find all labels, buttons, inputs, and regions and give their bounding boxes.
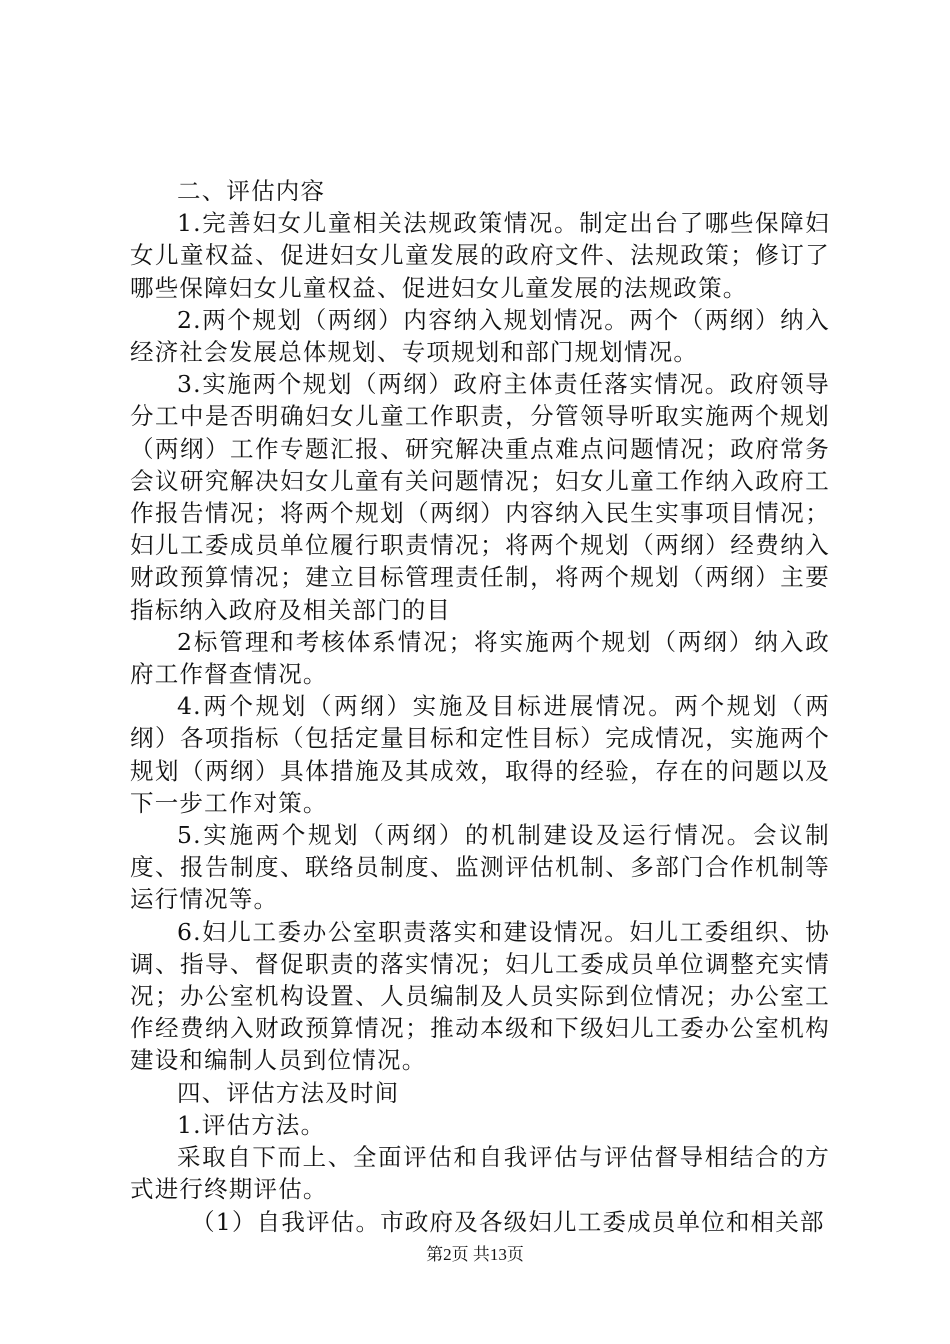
paragraph-item-2: 2.两个规划（两纲）内容纳入规划情况。两个（两纲）纳入经济社会发展总体规划、专项规划和部门规划情况。 bbox=[130, 305, 830, 367]
document-body bbox=[130, 175, 830, 1238]
paragraph-item-4: 4.两个规划（两纲）实施及目标进展情况。两个规划（两纲）各项指标（包括定量目标和定性目标）完成情况，实施两个规划（两纲）具体措施及其成效，取得的经验，存在的问题以及下一步工作对策。 bbox=[130, 692, 830, 817]
paragraph-method-description: 采取自下而上、全面评估和自我评估与评估督导相结合的方式进行终期评估。 bbox=[130, 1143, 830, 1204]
section-heading-evaluation-content: 二、评估内容 bbox=[177, 177, 326, 205]
paragraph-item-1: 1.完善妇女儿童相关法规政策情况。制定出台了哪些保障妇女儿童权益、促进妇女儿童发展的政府文件、法规政策；修订了哪些保障妇女儿童权益、促进妇女儿童发展的法规政策。 bbox=[130, 209, 830, 302]
paragraph-item-3: 3.实施两个规划（两纲）政府主体责任落实情况。政府领导分工中是否明确妇女儿童工作职责，分管领导听取实施两个规划（两纲）工作专题汇报、研究解决重点难点问题情况；政府常务会议研究解决妇女儿童有关问题情况；妇女儿童工作纳入政府工作报告情况；将两个规划（两纲）内容纳入民生实事项目情况；妇儿工委成员单位履行职责情况；将两个规划（两纲）经费纳入财政预算情况；建立目标管理责任制，将两个规划（两纲）主要指标纳入政府及相关部门的目 bbox=[130, 370, 830, 624]
page-number-footer: 第2页 共13页 bbox=[426, 1245, 524, 1264]
paragraph-item-6: 6.妇儿工委办公室职责落实和建设情况。妇儿工委组织、协调、指导、督促职责的落实情况；妇儿工委成员单位调整充实情况；办公室机构设置、人员编制及人员实际到位情况；办公室工作经费纳入财政预算情况；推动本级和下级妇儿工委办公室机构建设和编制人员到位情况。 bbox=[130, 917, 830, 1075]
section-heading-evaluation-method: 四、评估方法及时间 bbox=[177, 1078, 400, 1107]
paragraph-item-5: 5.实施两个规划（两纲）的机制建设及运行情况。会议制度、报告制度、联络员制度、监测评估机制、多部门合作机制等运行情况等。 bbox=[130, 821, 830, 914]
paragraph-item-3-continued: 2标管理和考核体系情况；将实施两个规划（两纲）纳入政府工作督查情况。 bbox=[130, 627, 830, 689]
paragraph-self-evaluation: （1）自我评估。市政府及各级妇儿工委成员单位和相关部 bbox=[191, 1207, 825, 1236]
paragraph-method-title: 1.评估方法。 bbox=[177, 1110, 326, 1139]
